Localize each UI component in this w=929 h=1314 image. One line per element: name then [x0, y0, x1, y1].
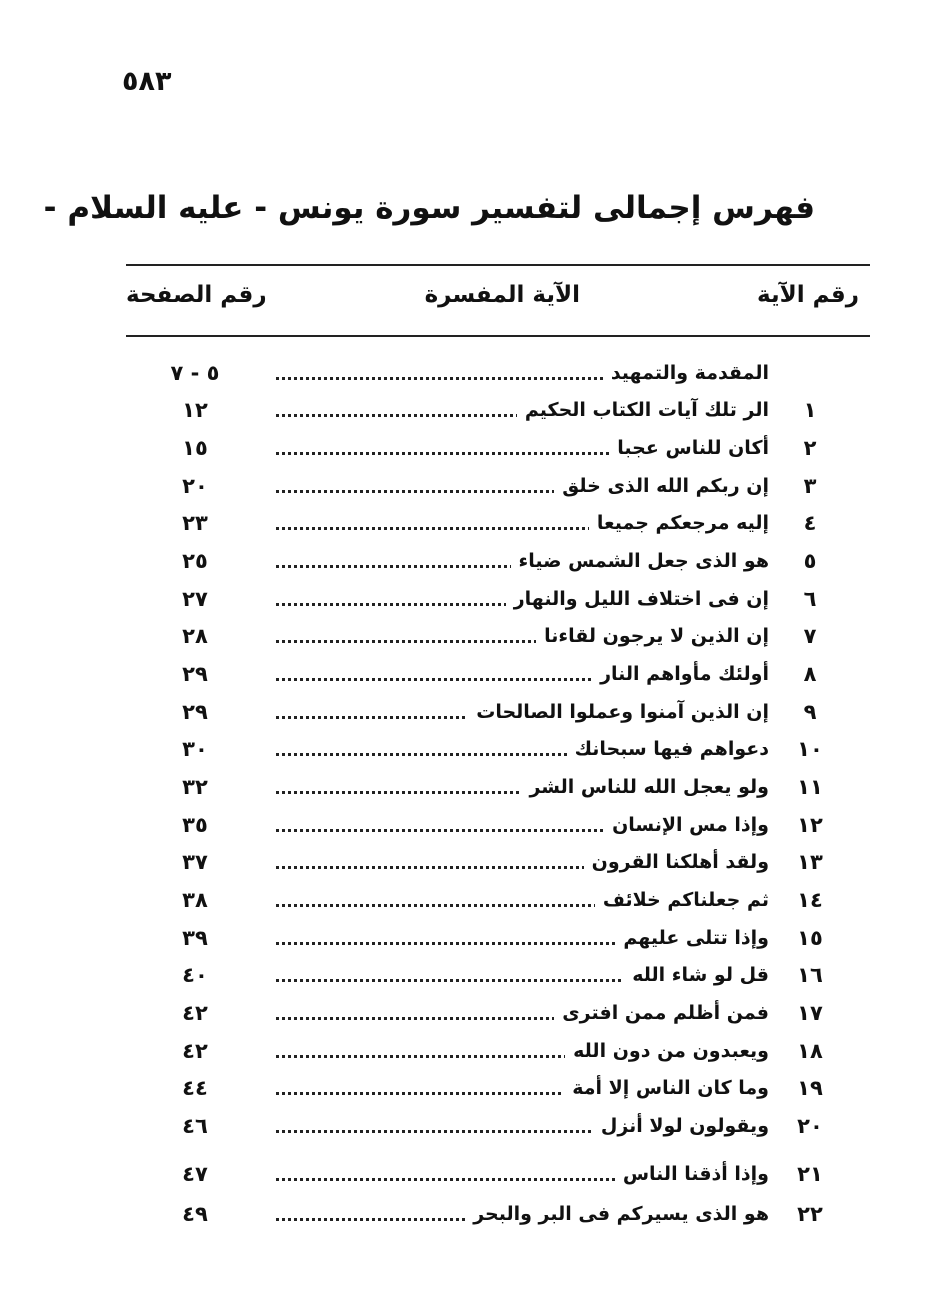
page-ref: ٤٢: [182, 1039, 208, 1063]
verse-text: وما كان الناس إلا أمة: [564, 1070, 769, 1106]
table-row: [0, 618, 929, 654]
verse-text: ولقد أهلكنا القرون: [584, 844, 769, 880]
page-ref: ٣٩: [182, 926, 208, 950]
verse-text: إن فى اختلاف الليل والنهار: [506, 581, 769, 617]
page-ref: ٣٢: [182, 775, 208, 799]
verse-number: ١٣: [797, 850, 823, 874]
header-verse-number: رقم الآية: [757, 282, 859, 308]
verse-text: أولئك مأواهم النار: [592, 656, 769, 692]
verse-text: المقدمة والتمهيد: [603, 355, 769, 391]
verse-number: ١٨: [797, 1039, 823, 1063]
verse-number: ١٠: [797, 737, 823, 761]
page-ref: ٣٨: [182, 888, 208, 912]
verse-number: ٣: [803, 474, 817, 498]
table-row: [0, 355, 929, 391]
page-ref: ٣٠: [182, 737, 208, 761]
page-ref: ٢٨: [182, 624, 208, 648]
table-row: [0, 1156, 929, 1192]
page-ref: ٥ - ٧: [170, 361, 220, 385]
verse-number: ١٤: [797, 888, 823, 912]
table-row: [0, 882, 929, 918]
page-title: فهرس إجمالى لتفسير سورة يونس - عليه السلام -: [43, 190, 815, 226]
page-ref: ٣٥: [182, 813, 208, 837]
verse-text: فمن أظلم ممن افترى: [554, 995, 769, 1031]
verse-number: ١١: [797, 775, 823, 799]
table-row: [0, 807, 929, 843]
table-row: [0, 505, 929, 541]
verse-text: قل لو شاء الله: [624, 957, 769, 993]
page-ref: ٤٠: [182, 963, 208, 987]
table-row: [0, 392, 929, 428]
page-ref: ٤٤: [182, 1076, 208, 1100]
verse-number: ٦: [803, 587, 817, 611]
table-row: [0, 1196, 929, 1232]
page-ref: ٢٥: [182, 549, 208, 573]
verse-text: ولو يعجل الله للناس الشر: [521, 769, 769, 805]
page-number: ٥٨٣: [122, 66, 172, 97]
verse-number: ١: [803, 398, 817, 422]
table-row: [0, 694, 929, 730]
verse-text: إن ربكم الله الذى خلق: [554, 468, 769, 504]
verse-number: ١٥: [797, 926, 823, 950]
verse-text: هو الذى جعل الشمس ضياء: [511, 543, 770, 579]
table-row: [0, 1070, 929, 1106]
table-row: [0, 1033, 929, 1069]
verse-text: وإذا مس الإنسان: [604, 807, 769, 843]
verse-text: إليه مرجعكم جميعا: [589, 505, 769, 541]
verse-text: إن الذين آمنوا وعملوا الصالحات: [468, 694, 769, 730]
table-row: [0, 581, 929, 617]
page-ref: ٤٦: [182, 1114, 208, 1138]
page-ref: ٢٩: [182, 662, 208, 686]
verse-number: ٢: [803, 436, 817, 460]
table-row: [0, 656, 929, 692]
page-ref: ١٢: [182, 398, 208, 422]
page-ref: ٢٠: [182, 474, 208, 498]
verse-number: ١٢: [797, 813, 823, 837]
verse-number: ٨: [803, 662, 817, 686]
table-row: [0, 957, 929, 993]
table-row: [0, 844, 929, 880]
verse-text: وإذا تتلى عليهم: [615, 920, 769, 956]
page-ref: ٢٩: [182, 700, 208, 724]
verse-number: ٤: [803, 511, 817, 535]
table-row: [0, 1108, 929, 1144]
verse-text: أكان للناس عجبا: [609, 430, 769, 466]
verse-text: هو الذى يسيركم فى البر والبحر: [465, 1196, 769, 1232]
header-verse: الآية المفسرة: [424, 282, 580, 308]
page-ref: ٤٢: [182, 1001, 208, 1025]
table-row: [0, 468, 929, 504]
verse-text: ويقولون لولا أنزل: [593, 1108, 769, 1144]
page-ref: ٣٧: [182, 850, 208, 874]
page-ref: ٢٧: [182, 587, 208, 611]
page-ref: ٤٩: [182, 1202, 208, 1226]
verse-text: ويعبدون من دون الله: [565, 1033, 769, 1069]
verse-number: ٥: [803, 549, 817, 573]
table-row: [0, 543, 929, 579]
page-ref: ٢٣: [182, 511, 208, 535]
table-row: [0, 920, 929, 956]
verse-text: إن الذين لا يرجون لقاءنا: [536, 618, 769, 654]
verse-number: ١٦: [797, 963, 823, 987]
page-ref: ١٥: [182, 436, 208, 460]
verse-number: ٧: [803, 624, 817, 648]
verse-number: ١٩: [797, 1076, 823, 1100]
verse-number: ١٧: [797, 1001, 823, 1025]
table-row: [0, 769, 929, 805]
verse-number: ٩: [803, 700, 817, 724]
verse-text: ثم جعلناكم خلائف: [595, 882, 769, 918]
verse-number: ٢٢: [797, 1202, 823, 1226]
verse-text: دعواهم فيها سبحانك: [567, 731, 769, 767]
verse-number: ٢٠: [797, 1114, 823, 1138]
table-row: [0, 430, 929, 466]
verse-text: الر تلك آيات الكتاب الحكيم: [517, 392, 769, 428]
verse-number: ٢١: [797, 1162, 823, 1186]
verse-text: وإذا أذقنا الناس: [615, 1156, 769, 1192]
header-page-number: رقم الصفحة: [126, 282, 267, 308]
table-row: [0, 995, 929, 1031]
table-row: [0, 731, 929, 767]
page-ref: ٤٧: [182, 1162, 208, 1186]
